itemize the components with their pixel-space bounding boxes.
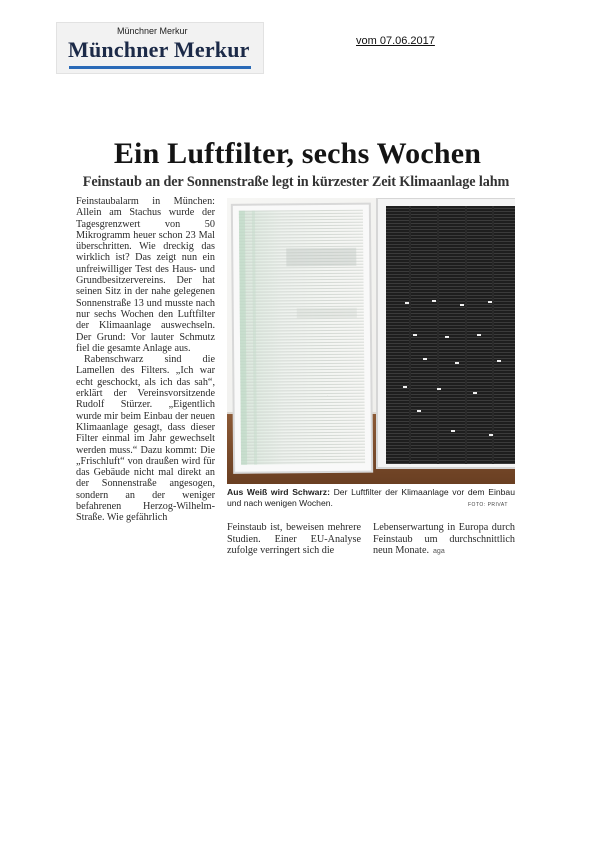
- air-filter-photo: [227, 198, 515, 484]
- article-column-2: Feinstaub ist, beweisen mehrere Studien. Einer EU-Analyse zufolge verringert sich die: [227, 522, 361, 556]
- article-column-3: [373, 522, 515, 558]
- article-photo: [227, 198, 515, 484]
- article-column-3-text: Lebenserwartung in Europa durch Feinstaub um durchschnittlich neun Monate.: [373, 522, 515, 556]
- article-column-1: [76, 196, 215, 524]
- article-paragraph: Rabenschwarz sind die Lamellen des Filters. „Ich war echt geschockt, als ich das sah“, erklärt der Vereinsvorsitzende Rudolf Stürzer. „Eigentlich wurde mir beim Einbau der neuen Klimaanlage gesagt, dass dieser Filter einmal im Jahr gewechselt werden muss.“ Dazu kommt: Die „Frischluft“ von draußen wird für das Gebäude nicht mal direkt an der Sonnenstraße angesogen, sondern an der weniger befahrenen Herzog-Wilhelm-Straße. Wie gefährlich: [76, 354, 215, 524]
- article-headline: Ein Luftfilter, sechs Wochen: [113, 137, 482, 170]
- photo-caption-text: Der Luftfilter der Klimaanlage vor dem Einbau und nach wenigen Wochen.: [227, 487, 515, 508]
- masthead-title: Münchner Merkur: [68, 37, 250, 62]
- author-signature: aga: [433, 548, 445, 555]
- article-subheadline: Feinstaub an der Sonnenstraße legt in kürzester Zeit Klimaanlage lahm: [82, 174, 510, 190]
- photo-credit: FOTO: PRIVAT: [468, 502, 508, 508]
- masthead-small-text: Münchner Merkur: [117, 26, 188, 36]
- photo-caption-lead: Aus Weiß wird Schwarz:: [227, 487, 330, 497]
- masthead-logo: [56, 22, 264, 74]
- masthead-blue-bar: [69, 66, 251, 69]
- article-paragraph: Feinstaubalarm in München: Allein am Stachus wurde der Tagesgrenzwert von 50 Mikrogramm heuer schon 23 Mal überschritten. Wie dreckig das wirklich ist? Das zeigt nun ein unfreiwilliger Test des Haus- und Grundbesitzervereins. Der hat seinen Sitz in der nahe gelegenen Sonnenstraße 13 und musste nach nur sechs Wochen den Luftfilter der Klimaanlage auswechseln. Der Grund: Vor lauter Schmutz fiel die gesamte Anlage aus.: [76, 196, 215, 354]
- publication-date: vom 07.06.2017: [356, 35, 435, 47]
